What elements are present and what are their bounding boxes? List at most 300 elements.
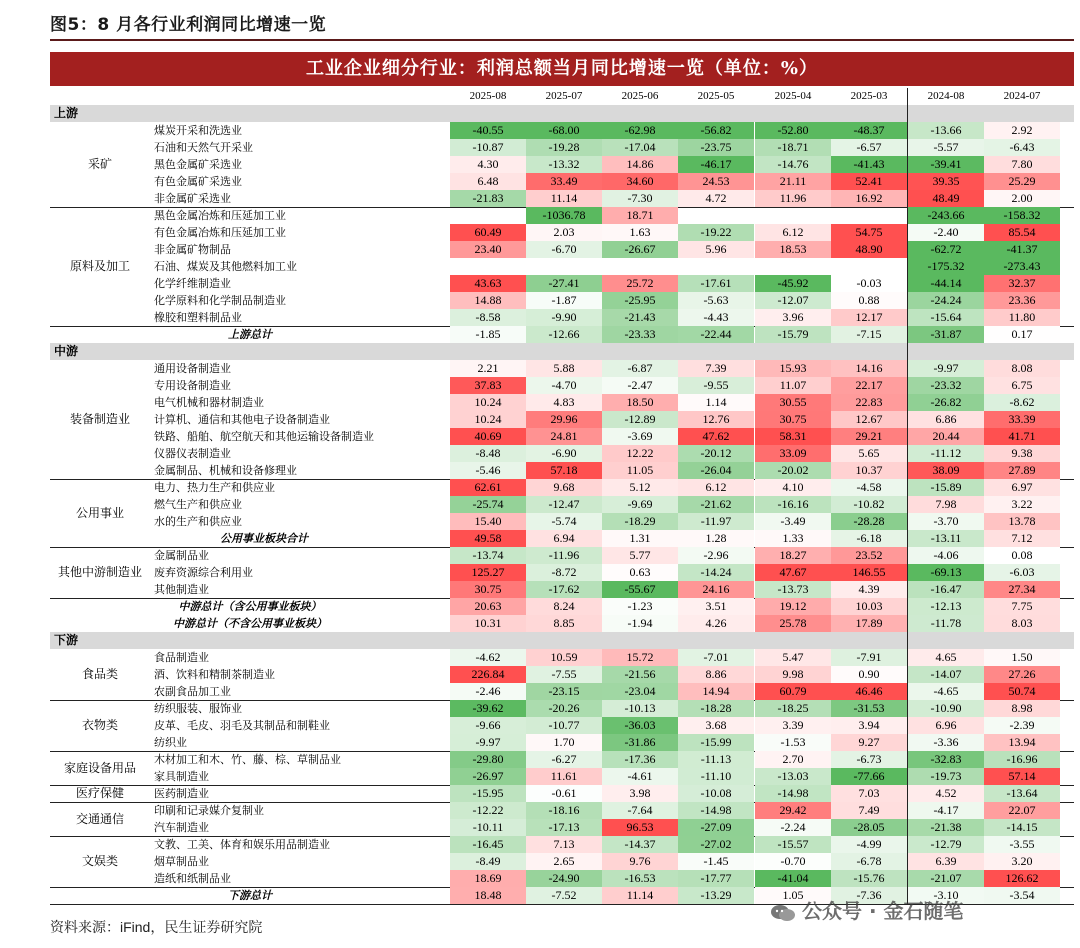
- value-cell: -3.69: [602, 428, 678, 445]
- row-label: 铁路、船舶、航空航天和其他运输设备制造业: [154, 430, 374, 443]
- value-cell: [678, 258, 754, 275]
- value-cell: -2.96: [678, 547, 754, 564]
- value-cell: -7.15: [831, 326, 907, 343]
- value-cell: 0.08: [984, 547, 1060, 564]
- value-cell: 47.67: [755, 564, 831, 581]
- value-cell: 9.76: [602, 853, 678, 870]
- value-cell: -55.67: [602, 581, 678, 598]
- value-cell: 58.31: [755, 428, 831, 445]
- value-cell: 14.16: [831, 360, 907, 377]
- value-cell: -23.32: [908, 377, 984, 394]
- value-cell: [450, 258, 526, 275]
- row-label: 石油、煤炭及其他燃料加工业: [154, 260, 297, 273]
- table-row: [50, 717, 1074, 734]
- value-cell: 25.29: [984, 173, 1060, 190]
- value-cell: 9.68: [526, 479, 602, 496]
- value-cell: 4.65: [908, 649, 984, 666]
- group-label: 原料及加工: [69, 259, 130, 273]
- total-row: [50, 598, 1074, 615]
- value-cell: -175.32: [908, 258, 984, 275]
- value-cell: 23.36: [984, 292, 1060, 309]
- value-cell: -2.47: [602, 377, 678, 394]
- row-label: 电力、热力生产和供应业: [154, 481, 275, 494]
- title-divider: [50, 39, 1074, 41]
- value-cell: -9.66: [450, 717, 526, 734]
- value-cell: -16.96: [984, 751, 1060, 768]
- section-header: [50, 632, 1074, 649]
- value-cell: 57.18: [526, 462, 602, 479]
- value-cell: -41.37: [984, 241, 1060, 258]
- row-label: 文教、工美、体育和娱乐用品制造业: [154, 838, 330, 851]
- value-cell: 57.14: [984, 768, 1060, 785]
- value-cell: -0.70: [755, 853, 831, 870]
- value-cell: [450, 207, 526, 224]
- section-label: 下游: [54, 633, 79, 647]
- value-cell: -11.78: [908, 615, 984, 632]
- value-cell: 6.48: [450, 173, 526, 190]
- value-cell: 60.49: [450, 224, 526, 241]
- value-cell: -11.96: [526, 547, 602, 564]
- value-cell: -3.49: [755, 513, 831, 530]
- value-cell: -15.99: [678, 734, 754, 751]
- value-cell: 7.12: [984, 530, 1060, 547]
- table-row: [50, 734, 1074, 751]
- value-cell: -13.11: [908, 530, 984, 547]
- value-cell: -27.41: [526, 275, 602, 292]
- value-cell: -1.87: [526, 292, 602, 309]
- value-cell: [602, 258, 678, 275]
- value-cell: -3.36: [908, 734, 984, 751]
- value-cell: -4.06: [908, 547, 984, 564]
- value-cell: -7.64: [602, 802, 678, 819]
- value-cell: 11.05: [602, 462, 678, 479]
- table-row: [50, 683, 1074, 700]
- value-cell: 0.63: [602, 564, 678, 581]
- value-cell: -21.43: [602, 309, 678, 326]
- value-cell: 2.65: [526, 853, 602, 870]
- value-cell: -29.80: [450, 751, 526, 768]
- group-label: 文娱类: [81, 854, 118, 868]
- table-row: [50, 819, 1074, 836]
- row-label: 金属制品、机械和设备修理业: [154, 464, 297, 477]
- value-cell: -10.11: [450, 819, 526, 836]
- value-cell: 30.75: [755, 411, 831, 428]
- value-cell: 11.07: [755, 377, 831, 394]
- value-cell: -41.04: [755, 870, 831, 887]
- value-cell: 15.40: [450, 513, 526, 530]
- table-row: [50, 309, 1074, 326]
- value-cell: 9.27: [831, 734, 907, 751]
- column-header: 2025-07: [545, 90, 583, 102]
- value-cell: -6.43: [984, 139, 1060, 156]
- value-cell: 22.17: [831, 377, 907, 394]
- value-cell: 21.11: [755, 173, 831, 190]
- value-cell: -243.66: [908, 207, 984, 224]
- value-cell: 3.68: [678, 717, 754, 734]
- value-cell: -31.53: [831, 700, 907, 717]
- value-cell: -2.24: [755, 819, 831, 836]
- value-cell: 24.81: [526, 428, 602, 445]
- value-cell: -10.77: [526, 717, 602, 734]
- row-label: 造纸和纸制品业: [154, 872, 231, 885]
- period-divider-line: [907, 88, 908, 904]
- value-cell: 10.37: [831, 462, 907, 479]
- value-cell: -18.28: [678, 700, 754, 717]
- value-cell: 3.39: [755, 717, 831, 734]
- value-cell: -1.94: [602, 615, 678, 632]
- value-cell: -13.64: [984, 785, 1060, 802]
- row-label: 纺织服装、服饰业: [154, 702, 242, 715]
- value-cell: -36.03: [602, 717, 678, 734]
- value-cell: -15.89: [908, 479, 984, 496]
- value-cell: 33.39: [984, 411, 1060, 428]
- value-cell: -16.16: [755, 496, 831, 513]
- value-cell: 3.22: [984, 496, 1060, 513]
- value-cell: 48.49: [908, 190, 984, 207]
- column-header: 2025-06: [621, 90, 659, 102]
- section-label: 中游: [54, 344, 79, 358]
- table-row: [50, 241, 1074, 258]
- table-row: [50, 513, 1074, 530]
- row-label: 汽车制造业: [154, 821, 209, 834]
- value-cell: 32.37: [984, 275, 1060, 292]
- value-cell: -12.07: [755, 292, 831, 309]
- value-cell: -8.49: [450, 853, 526, 870]
- row-label: 废弃资源综合利用业: [154, 566, 253, 579]
- value-cell: 15.72: [602, 649, 678, 666]
- value-cell: -14.07: [908, 666, 984, 683]
- value-cell: 29.96: [526, 411, 602, 428]
- value-cell: -12.66: [526, 326, 602, 343]
- value-cell: [755, 258, 831, 275]
- value-cell: 4.72: [678, 190, 754, 207]
- table-row: [50, 768, 1074, 785]
- value-cell: 12.17: [831, 309, 907, 326]
- table-row: [50, 428, 1074, 445]
- value-cell: 5.47: [755, 649, 831, 666]
- value-cell: 3.51: [678, 598, 754, 615]
- table-row: [50, 445, 1074, 462]
- value-cell: -7.30: [602, 190, 678, 207]
- value-cell: 1.33: [755, 530, 831, 547]
- value-cell: 24.53: [678, 173, 754, 190]
- group-label: 医疗保健: [75, 786, 124, 800]
- table-row: [50, 377, 1074, 394]
- value-cell: -9.90: [526, 309, 602, 326]
- value-cell: 6.12: [678, 479, 754, 496]
- value-cell: 14.88: [450, 292, 526, 309]
- value-cell: -31.87: [908, 326, 984, 343]
- value-cell: 11.96: [755, 190, 831, 207]
- value-cell: 14.86: [602, 156, 678, 173]
- table-row: [50, 190, 1074, 207]
- value-cell: -12.47: [526, 496, 602, 513]
- value-cell: -3.54: [984, 887, 1060, 904]
- row-label: 有色金属冶炼和压延加工业: [154, 226, 286, 239]
- group-label: 衣物类: [81, 718, 118, 732]
- value-cell: -24.24: [908, 292, 984, 309]
- value-cell: -23.04: [602, 683, 678, 700]
- value-cell: -5.57: [908, 139, 984, 156]
- table-row: [50, 122, 1074, 139]
- row-label: 专用设备制造业: [154, 379, 231, 392]
- value-cell: -32.83: [908, 751, 984, 768]
- value-cell: 13.94: [984, 734, 1060, 751]
- value-cell: 11.14: [526, 190, 602, 207]
- row-label: 其他制造业: [154, 583, 209, 596]
- value-cell: -7.55: [526, 666, 602, 683]
- value-cell: 2.21: [450, 360, 526, 377]
- value-cell: 4.10: [755, 479, 831, 496]
- value-cell: -11.97: [678, 513, 754, 530]
- value-cell: -9.97: [908, 360, 984, 377]
- group-label: 其他中游制造业: [57, 565, 142, 579]
- value-cell: [526, 258, 602, 275]
- value-cell: -16.53: [602, 870, 678, 887]
- value-cell: -21.07: [908, 870, 984, 887]
- value-cell: -7.91: [831, 649, 907, 666]
- value-cell: -39.62: [450, 700, 526, 717]
- value-cell: -39.41: [908, 156, 984, 173]
- value-cell: -6.73: [831, 751, 907, 768]
- row-label: 食品制造业: [154, 651, 209, 664]
- value-cell: 41.71: [984, 428, 1060, 445]
- value-cell: 2.92: [984, 122, 1060, 139]
- table-row: [50, 564, 1074, 581]
- row-label: 非金属矿采选业: [154, 192, 231, 205]
- value-cell: 3.98: [602, 785, 678, 802]
- value-cell: -12.13: [908, 598, 984, 615]
- table-row: [50, 275, 1074, 292]
- value-cell: 2.03: [526, 224, 602, 241]
- column-header: 2025-04: [774, 90, 812, 102]
- column-header: 2024-08: [927, 90, 965, 102]
- value-cell: 7.39: [678, 360, 754, 377]
- table-row: [50, 751, 1074, 768]
- value-cell: -23.15: [526, 683, 602, 700]
- value-cell: -16.47: [908, 581, 984, 598]
- source-note: 资料来源：iFind，民生证券研究院: [50, 919, 263, 935]
- value-cell: -6.78: [831, 853, 907, 870]
- value-cell: 8.03: [984, 615, 1060, 632]
- value-cell: -13.74: [450, 547, 526, 564]
- value-cell: -20.26: [526, 700, 602, 717]
- value-cell: -12.79: [908, 836, 984, 853]
- value-cell: -6.27: [526, 751, 602, 768]
- value-cell: -8.72: [526, 564, 602, 581]
- value-cell: -23.33: [602, 326, 678, 343]
- value-cell: -26.97: [450, 768, 526, 785]
- value-cell: -2.46: [450, 683, 526, 700]
- value-cell: [678, 207, 754, 224]
- value-cell: -2.40: [908, 224, 984, 241]
- value-cell: -27.09: [678, 819, 754, 836]
- value-cell: -3.10: [908, 887, 984, 904]
- row-label: 水的生产和供应业: [154, 515, 242, 528]
- value-cell: 85.54: [984, 224, 1060, 241]
- row-label: 橡胶和塑料制品业: [154, 311, 242, 324]
- value-cell: -26.82: [908, 394, 984, 411]
- section-label: 上游: [54, 106, 79, 120]
- table-row: [50, 479, 1074, 496]
- value-cell: -9.55: [678, 377, 754, 394]
- value-cell: 22.07: [984, 802, 1060, 819]
- table-header-row: [50, 88, 1074, 104]
- table-row: [50, 462, 1074, 479]
- value-cell: -11.10: [678, 768, 754, 785]
- value-cell: 25.72: [602, 275, 678, 292]
- value-cell: 34.60: [602, 173, 678, 190]
- row-label: 印刷和记录媒介复制业: [154, 804, 264, 817]
- value-cell: -26.04: [678, 462, 754, 479]
- value-cell: -12.22: [450, 802, 526, 819]
- value-cell: 18.27: [755, 547, 831, 564]
- value-cell: 15.93: [755, 360, 831, 377]
- value-cell: 18.48: [450, 887, 526, 904]
- wechat-icon: [770, 903, 796, 923]
- value-cell: 37.83: [450, 377, 526, 394]
- value-cell: -27.02: [678, 836, 754, 853]
- value-cell: -28.05: [831, 819, 907, 836]
- value-cell: -15.79: [755, 326, 831, 343]
- value-cell: -9.97: [450, 734, 526, 751]
- value-cell: -14.98: [678, 802, 754, 819]
- value-cell: 5.65: [831, 445, 907, 462]
- watermark: [770, 895, 964, 924]
- value-cell: 48.90: [831, 241, 907, 258]
- value-cell: 11.14: [602, 887, 678, 904]
- value-cell: 7.03: [831, 785, 907, 802]
- value-cell: -4.99: [831, 836, 907, 853]
- value-cell: 38.09: [908, 462, 984, 479]
- value-cell: -62.72: [908, 241, 984, 258]
- table-row: [50, 156, 1074, 173]
- value-cell: -7.01: [678, 649, 754, 666]
- value-cell: -16.45: [450, 836, 526, 853]
- value-cell: 40.69: [450, 428, 526, 445]
- value-cell: 33.09: [755, 445, 831, 462]
- value-cell: -31.86: [602, 734, 678, 751]
- group-label: 家庭设备用品: [63, 761, 136, 775]
- value-cell: -56.82: [678, 122, 754, 139]
- value-cell: -12.89: [602, 411, 678, 428]
- section-header: [50, 343, 1074, 360]
- value-cell: -52.80: [755, 122, 831, 139]
- value-cell: -14.37: [602, 836, 678, 853]
- value-cell: 5.96: [678, 241, 754, 258]
- value-cell: 29.42: [755, 802, 831, 819]
- value-cell: -14.98: [755, 785, 831, 802]
- value-cell: -41.43: [831, 156, 907, 173]
- table-row: [50, 394, 1074, 411]
- value-cell: -15.64: [908, 309, 984, 326]
- value-cell: -6.70: [526, 241, 602, 258]
- table-row: [50, 360, 1074, 377]
- value-cell: 4.39: [831, 581, 907, 598]
- value-cell: 1.14: [678, 394, 754, 411]
- row-label: 中游总计（不含公用事业板块）: [173, 617, 327, 630]
- value-cell: 6.75: [984, 377, 1060, 394]
- group-label: 食品类: [81, 667, 118, 681]
- value-cell: 3.20: [984, 853, 1060, 870]
- value-cell: -11.12: [908, 445, 984, 462]
- value-cell: 4.52: [908, 785, 984, 802]
- value-cell: 1.28: [678, 530, 754, 547]
- row-label: 酒、饮料和精制茶制造业: [154, 668, 275, 681]
- table-row: [50, 785, 1074, 802]
- value-cell: 0.90: [831, 666, 907, 683]
- value-cell: -46.17: [678, 156, 754, 173]
- value-cell: 10.24: [450, 411, 526, 428]
- group-label: 装备制造业: [69, 412, 130, 426]
- value-cell: -8.62: [984, 394, 1060, 411]
- value-cell: 46.46: [831, 683, 907, 700]
- value-cell: 20.44: [908, 428, 984, 445]
- value-cell: 7.75: [984, 598, 1060, 615]
- value-cell: 27.89: [984, 462, 1060, 479]
- column-header: 2025-03: [850, 90, 888, 102]
- table-row: [50, 207, 1074, 224]
- value-cell: -2.39: [984, 717, 1060, 734]
- value-cell: 6.96: [908, 717, 984, 734]
- value-cell: -18.71: [755, 139, 831, 156]
- value-cell: -14.76: [755, 156, 831, 173]
- value-cell: -48.37: [831, 122, 907, 139]
- row-label: 家具制造业: [154, 770, 209, 783]
- value-cell: [831, 207, 907, 224]
- value-cell: 8.85: [526, 615, 602, 632]
- value-cell: 30.55: [755, 394, 831, 411]
- table-row: [50, 139, 1074, 156]
- value-cell: -28.28: [831, 513, 907, 530]
- value-cell: 25.78: [755, 615, 831, 632]
- value-cell: 7.80: [984, 156, 1060, 173]
- value-cell: -5.74: [526, 513, 602, 530]
- row-label: 农副食品加工业: [154, 685, 231, 698]
- table-row: [50, 581, 1074, 598]
- value-cell: -22.44: [678, 326, 754, 343]
- value-cell: -4.70: [526, 377, 602, 394]
- value-cell: -25.74: [450, 496, 526, 513]
- table-row: [50, 870, 1074, 887]
- value-cell: 0.88: [831, 292, 907, 309]
- value-cell: [831, 258, 907, 275]
- value-cell: 11.61: [526, 768, 602, 785]
- value-cell: -40.55: [450, 122, 526, 139]
- row-label: 烟草制品业: [154, 855, 209, 868]
- row-label: 有色金属矿采选业: [154, 175, 242, 188]
- value-cell: -5.63: [678, 292, 754, 309]
- value-cell: 1.63: [602, 224, 678, 241]
- value-cell: -45.92: [755, 275, 831, 292]
- value-cell: 8.86: [678, 666, 754, 683]
- value-cell: -19.22: [678, 224, 754, 241]
- value-cell: -5.46: [450, 462, 526, 479]
- row-label: 通用设备制造业: [154, 362, 231, 375]
- table-row: [50, 649, 1074, 666]
- value-cell: -1036.78: [526, 207, 602, 224]
- row-label: 石油和天然气开采业: [154, 141, 253, 154]
- value-cell: -0.61: [526, 785, 602, 802]
- value-cell: 7.98: [908, 496, 984, 513]
- row-label: 黑色金属冶炼和压延加工业: [154, 209, 286, 222]
- value-cell: 9.98: [755, 666, 831, 683]
- table-row: [50, 666, 1074, 683]
- value-cell: 4.26: [678, 615, 754, 632]
- value-cell: -158.32: [984, 207, 1060, 224]
- value-cell: 8.24: [526, 598, 602, 615]
- value-cell: 60.79: [755, 683, 831, 700]
